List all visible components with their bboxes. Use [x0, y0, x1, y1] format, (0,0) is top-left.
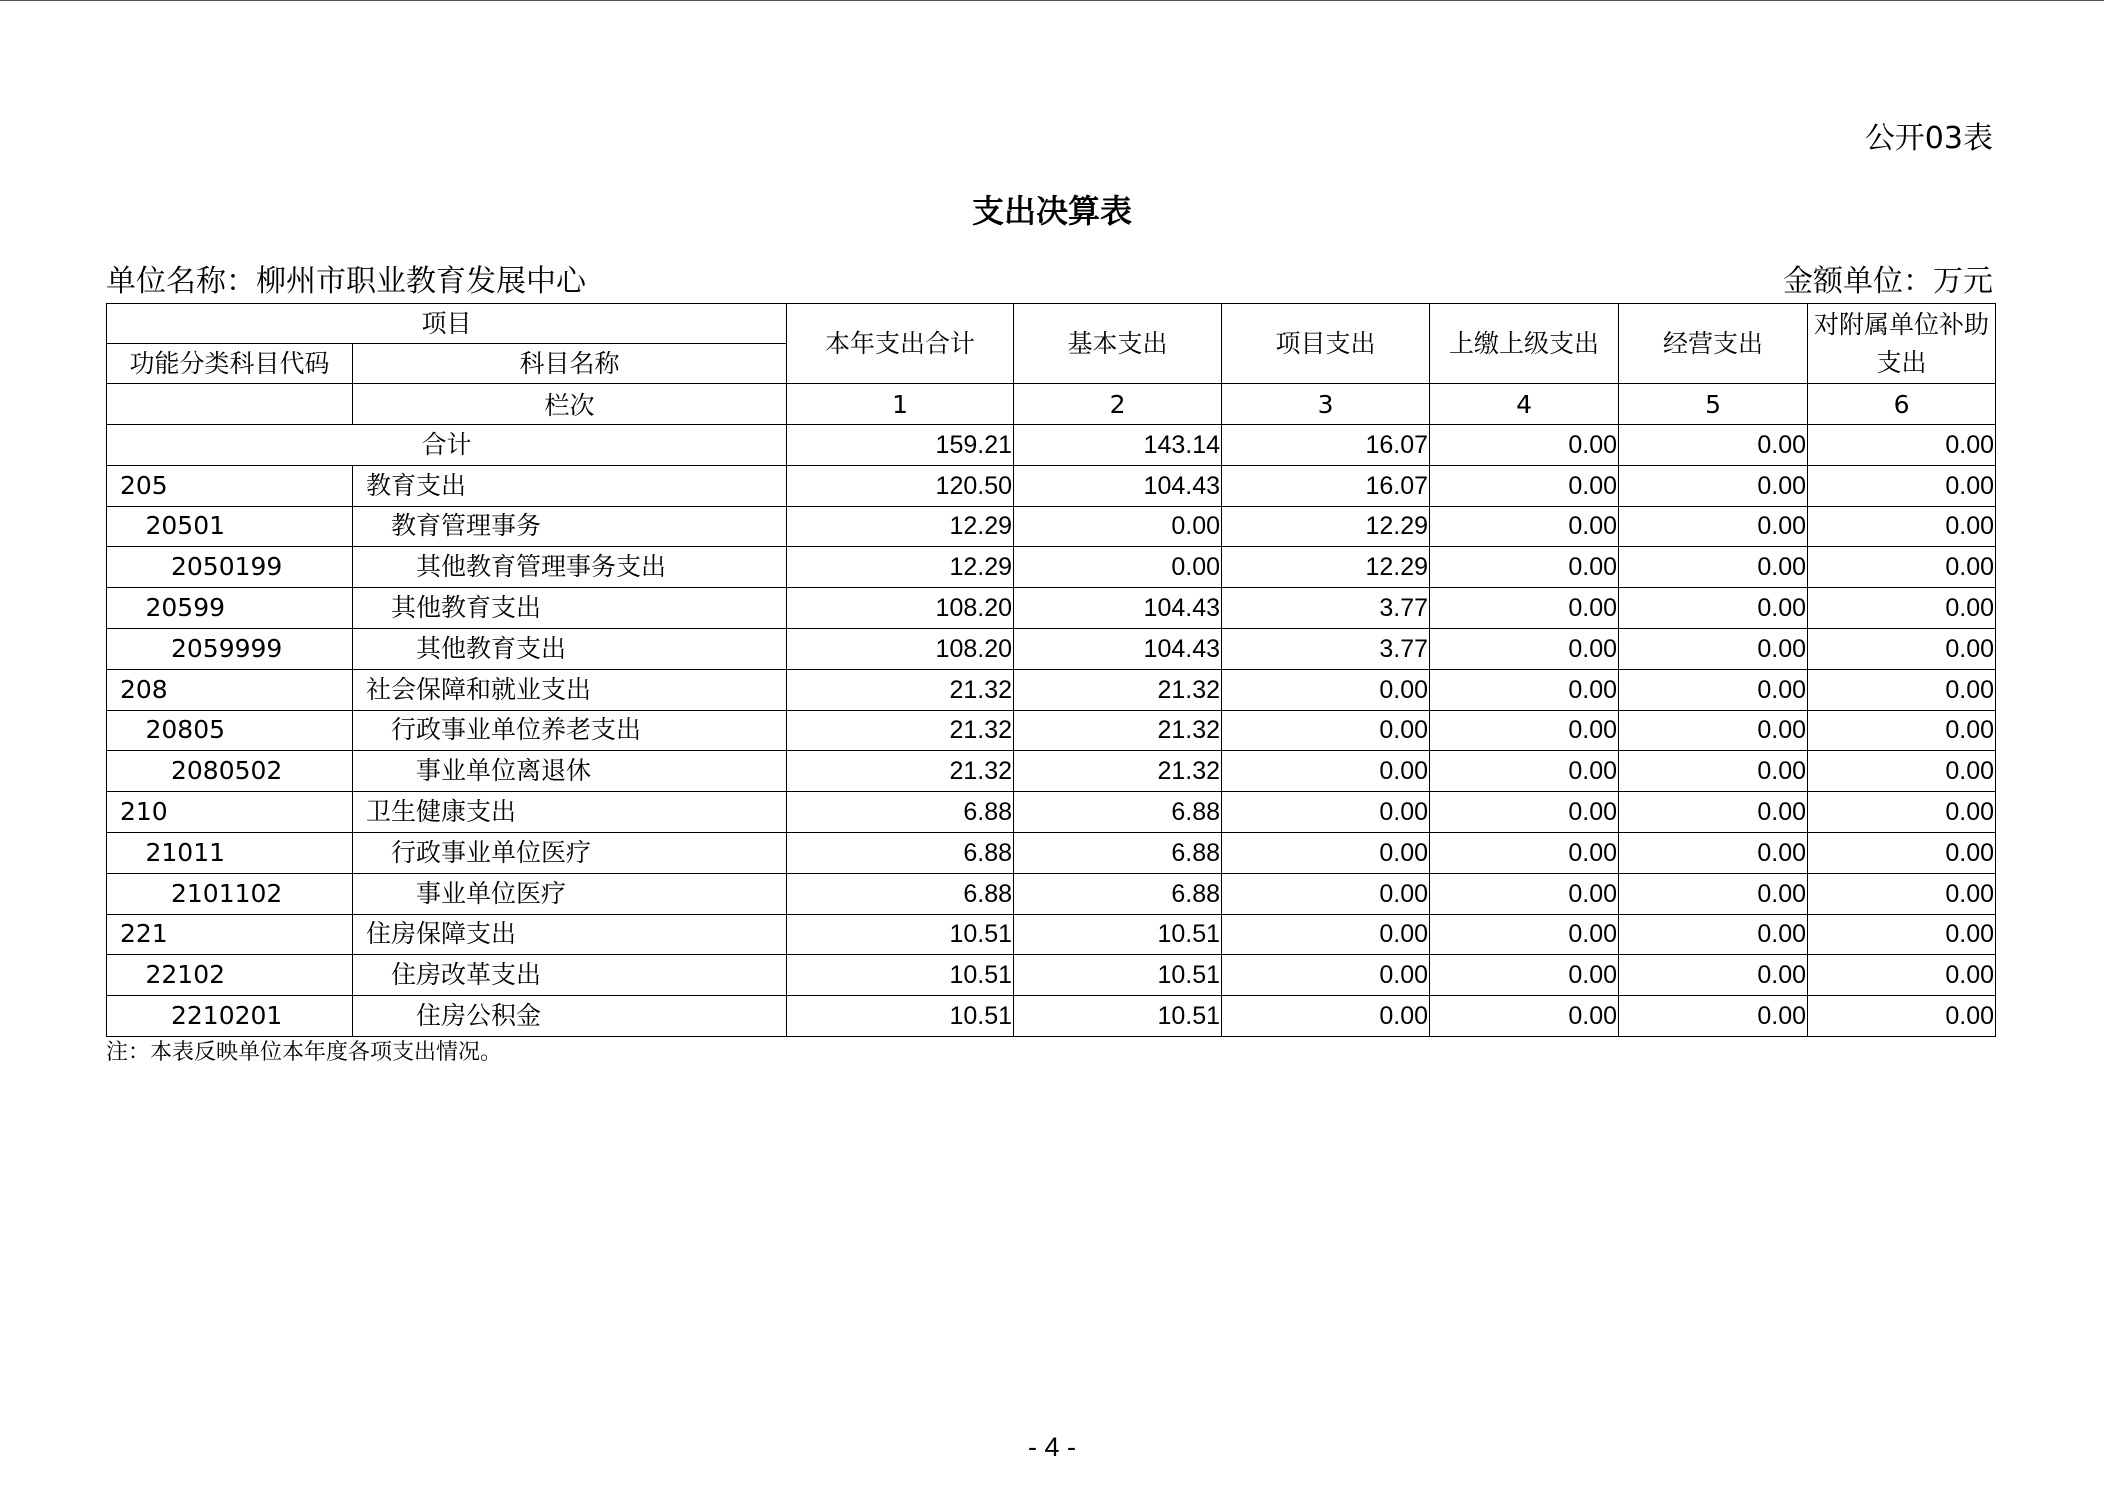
remit-to-superior-cell: 0.00 — [1430, 547, 1619, 588]
function-code-cell: 20501 — [107, 506, 353, 547]
basic-expenditure-cell: 21.32 — [1014, 669, 1222, 710]
total-expenditure-cell: 21.32 — [787, 710, 1014, 751]
subsidy-to-affiliated-cell: 0.00 — [1808, 506, 1996, 547]
form-number: 公开03表 — [1864, 121, 1993, 156]
table-row — [107, 710, 1996, 751]
subject-name-cell: 事业单位医疗 — [353, 873, 787, 914]
basic-expenditure-cell: 10.51 — [1014, 955, 1222, 996]
remit-to-superior-cell: 0.00 — [1430, 506, 1619, 547]
remit-to-superior-cell: 0.00 — [1430, 710, 1619, 751]
total-expenditure-cell: 6.88 — [787, 873, 1014, 914]
table-row — [107, 832, 1996, 873]
header-row-1 — [107, 304, 1996, 344]
basic-expenditure-cell: 0.00 — [1014, 547, 1222, 588]
basic-expenditure-cell: 6.88 — [1014, 792, 1222, 833]
operating-expenditure-cell: 0.00 — [1619, 669, 1808, 710]
remit-to-superior-cell: 0.00 — [1430, 628, 1619, 669]
subject-name-cell: 行政事业单位医疗 — [353, 832, 787, 873]
total-expenditure-cell: 10.51 — [787, 996, 1014, 1037]
operating-expenditure-cell: 0.00 — [1619, 710, 1808, 751]
table-row — [107, 465, 1996, 506]
subsidy-to-affiliated-cell: 0.00 — [1808, 914, 1996, 955]
amount-unit: 金额单位：万元 — [1783, 264, 1993, 299]
column-index-row — [107, 384, 1996, 425]
subsidy-to-affiliated-cell: 0.00 — [1808, 465, 1996, 506]
function-code-cell: 2059999 — [107, 628, 353, 669]
operating-expenditure-cell: 0.00 — [1619, 547, 1808, 588]
project-expenditure-cell: 3.77 — [1222, 628, 1430, 669]
subsidy-to-affiliated-cell: 0.00 — [1808, 792, 1996, 833]
table-row — [107, 588, 1996, 629]
subsidy-to-affiliated-header: 对附属单位补助支出 — [1808, 304, 1996, 384]
project-expenditure-cell: 0.00 — [1222, 751, 1430, 792]
column-index-6: 6 — [1808, 384, 1996, 425]
function-code-cell: 2210201 — [107, 996, 353, 1037]
basic-expenditure-cell: 6.88 — [1014, 873, 1222, 914]
operating-expenditure-cell: 0.00 — [1619, 588, 1808, 629]
table-header — [107, 304, 1996, 425]
page-number: - 4 - — [1027, 1432, 1076, 1462]
function-code-cell: 2101102 — [107, 873, 353, 914]
remit-to-superior-cell: 0.00 — [1430, 792, 1619, 833]
total-expenditure-cell: 10.51 — [787, 914, 1014, 955]
project-expenditure-cell: 12.29 — [1222, 547, 1430, 588]
function-code-cell: 2050199 — [107, 547, 353, 588]
operating-expenditure-cell: 0.00 — [1619, 955, 1808, 996]
function-code-cell: 210 — [107, 792, 353, 833]
project-expenditure-cell: 0.00 — [1222, 832, 1430, 873]
subject-name-cell: 其他教育支出 — [353, 628, 787, 669]
subsidy-to-affiliated-cell: 0.00 — [1808, 751, 1996, 792]
operating-expenditure-cell: 0.00 — [1619, 792, 1808, 833]
table-row — [107, 669, 1996, 710]
total-expenditure-header: 本年支出合计 — [787, 304, 1014, 384]
column-index-label: 栏次 — [353, 384, 787, 425]
table-row — [107, 628, 1996, 669]
table-note: 注：本表反映单位本年度各项支出情况。 — [106, 1040, 503, 1065]
remit-to-superior-cell: 0.00 — [1430, 465, 1619, 506]
total-expenditure-cell: 108.20 — [787, 588, 1014, 629]
function-code-cell: 2080502 — [107, 751, 353, 792]
total-expenditure-cell: 10.51 — [787, 955, 1014, 996]
total-expenditure-cell: 21.32 — [787, 751, 1014, 792]
column-index-4: 4 — [1430, 384, 1619, 425]
subject-name-cell: 住房公积金 — [353, 996, 787, 1037]
column-index-3: 3 — [1222, 384, 1430, 425]
subsidy-to-affiliated-cell: 0.00 — [1808, 955, 1996, 996]
total-expenditure-cell: 120.50 — [787, 465, 1014, 506]
operating-expenditure-cell: 0.00 — [1619, 465, 1808, 506]
project-expenditure-cell: 0.00 — [1222, 710, 1430, 751]
project-expenditure-cell: 3.77 — [1222, 588, 1430, 629]
expenditure-table — [106, 303, 1996, 1037]
operating-expenditure-cell: 0.00 — [1619, 751, 1808, 792]
total-expenditure-cell: 6.88 — [787, 792, 1014, 833]
subject-name-cell: 教育管理事务 — [353, 506, 787, 547]
subject-name-cell: 卫生健康支出 — [353, 792, 787, 833]
subsidy-to-affiliated-cell: 0.00 — [1808, 710, 1996, 751]
table-row — [107, 873, 1996, 914]
unit-name: 单位名称：柳州市职业教育发展中心 — [106, 264, 586, 299]
project-expenditure-cell: 16.07 — [1222, 465, 1430, 506]
column-index-5: 5 — [1619, 384, 1808, 425]
subject-name-cell: 社会保障和就业支出 — [353, 669, 787, 710]
operating-expenditure-cell: 0.00 — [1619, 996, 1808, 1037]
function-code-header: 功能分类科目代码 — [107, 344, 353, 384]
basic-expenditure-cell: 10.51 — [1014, 914, 1222, 955]
remit-to-superior-header: 上缴上级支出 — [1430, 304, 1619, 384]
table-row — [107, 792, 1996, 833]
remit-to-superior-cell: 0.00 — [1430, 425, 1619, 466]
total-row — [107, 425, 1996, 466]
function-code-cell: 20599 — [107, 588, 353, 629]
project-expenditure-cell: 0.00 — [1222, 669, 1430, 710]
remit-to-superior-cell: 0.00 — [1430, 751, 1619, 792]
subsidy-to-affiliated-cell: 0.00 — [1808, 628, 1996, 669]
table-row — [107, 996, 1996, 1037]
project-expenditure-cell: 16.07 — [1222, 425, 1430, 466]
function-code-cell: 205 — [107, 465, 353, 506]
project-expenditure-header: 项目支出 — [1222, 304, 1430, 384]
page-title: 支出决算表 — [971, 192, 1132, 230]
table-row — [107, 506, 1996, 547]
page-top-border — [0, 0, 2104, 1]
subsidy-to-affiliated-cell: 0.00 — [1808, 832, 1996, 873]
function-code-cell: 21011 — [107, 832, 353, 873]
subject-name-cell: 行政事业单位养老支出 — [353, 710, 787, 751]
subject-name-cell: 教育支出 — [353, 465, 787, 506]
subject-name-cell: 其他教育支出 — [353, 588, 787, 629]
project-expenditure-cell: 12.29 — [1222, 506, 1430, 547]
subject-name-cell: 住房保障支出 — [353, 914, 787, 955]
project-expenditure-cell: 0.00 — [1222, 792, 1430, 833]
project-expenditure-cell: 0.00 — [1222, 955, 1430, 996]
remit-to-superior-cell: 0.00 — [1430, 914, 1619, 955]
subject-name-header: 科目名称 — [353, 344, 787, 384]
operating-expenditure-cell: 0.00 — [1619, 425, 1808, 466]
table-body — [107, 425, 1996, 1037]
remit-to-superior-cell: 0.00 — [1430, 996, 1619, 1037]
table-row — [107, 547, 1996, 588]
remit-to-superior-cell: 0.00 — [1430, 832, 1619, 873]
basic-expenditure-cell: 6.88 — [1014, 832, 1222, 873]
total-expenditure-cell: 6.88 — [787, 832, 1014, 873]
table-row — [107, 955, 1996, 996]
subsidy-to-affiliated-cell: 0.00 — [1808, 669, 1996, 710]
operating-expenditure-cell: 0.00 — [1619, 873, 1808, 914]
empty-cell — [107, 384, 353, 425]
total-label-cell: 合计 — [107, 425, 787, 466]
subsidy-to-affiliated-cell: 0.00 — [1808, 588, 1996, 629]
subject-name-cell: 其他教育管理事务支出 — [353, 547, 787, 588]
remit-to-superior-cell: 0.00 — [1430, 669, 1619, 710]
basic-expenditure-cell: 10.51 — [1014, 996, 1222, 1037]
function-code-cell: 208 — [107, 669, 353, 710]
operating-expenditure-cell: 0.00 — [1619, 506, 1808, 547]
basic-expenditure-cell: 143.14 — [1014, 425, 1222, 466]
basic-expenditure-cell: 104.43 — [1014, 588, 1222, 629]
operating-expenditure-cell: 0.00 — [1619, 832, 1808, 873]
basic-expenditure-cell: 21.32 — [1014, 751, 1222, 792]
column-index-2: 2 — [1014, 384, 1222, 425]
function-code-cell: 22102 — [107, 955, 353, 996]
total-expenditure-cell: 21.32 — [787, 669, 1014, 710]
operating-expenditure-cell: 0.00 — [1619, 914, 1808, 955]
item-header: 项目 — [107, 304, 787, 344]
project-expenditure-cell: 0.00 — [1222, 996, 1430, 1037]
project-expenditure-cell: 0.00 — [1222, 873, 1430, 914]
subsidy-to-affiliated-cell: 0.00 — [1808, 547, 1996, 588]
subject-name-cell: 住房改革支出 — [353, 955, 787, 996]
table-row — [107, 914, 1996, 955]
subsidy-to-affiliated-cell: 0.00 — [1808, 996, 1996, 1037]
total-expenditure-cell: 12.29 — [787, 547, 1014, 588]
subsidy-to-affiliated-cell: 0.00 — [1808, 873, 1996, 914]
operating-expenditure-cell: 0.00 — [1619, 628, 1808, 669]
remit-to-superior-cell: 0.00 — [1430, 588, 1619, 629]
basic-expenditure-cell: 104.43 — [1014, 628, 1222, 669]
basic-expenditure-cell: 104.43 — [1014, 465, 1222, 506]
basic-expenditure-cell: 0.00 — [1014, 506, 1222, 547]
function-code-cell: 221 — [107, 914, 353, 955]
subsidy-to-affiliated-cell: 0.00 — [1808, 425, 1996, 466]
project-expenditure-cell: 0.00 — [1222, 914, 1430, 955]
remit-to-superior-cell: 0.00 — [1430, 873, 1619, 914]
total-expenditure-cell: 12.29 — [787, 506, 1014, 547]
total-expenditure-cell: 108.20 — [787, 628, 1014, 669]
basic-expenditure-header: 基本支出 — [1014, 304, 1222, 384]
remit-to-superior-cell: 0.00 — [1430, 955, 1619, 996]
function-code-cell: 20805 — [107, 710, 353, 751]
subject-name-cell: 事业单位离退休 — [353, 751, 787, 792]
total-expenditure-cell: 159.21 — [787, 425, 1014, 466]
basic-expenditure-cell: 21.32 — [1014, 710, 1222, 751]
table-row — [107, 751, 1996, 792]
column-index-1: 1 — [787, 384, 1014, 425]
operating-expenditure-header: 经营支出 — [1619, 304, 1808, 384]
